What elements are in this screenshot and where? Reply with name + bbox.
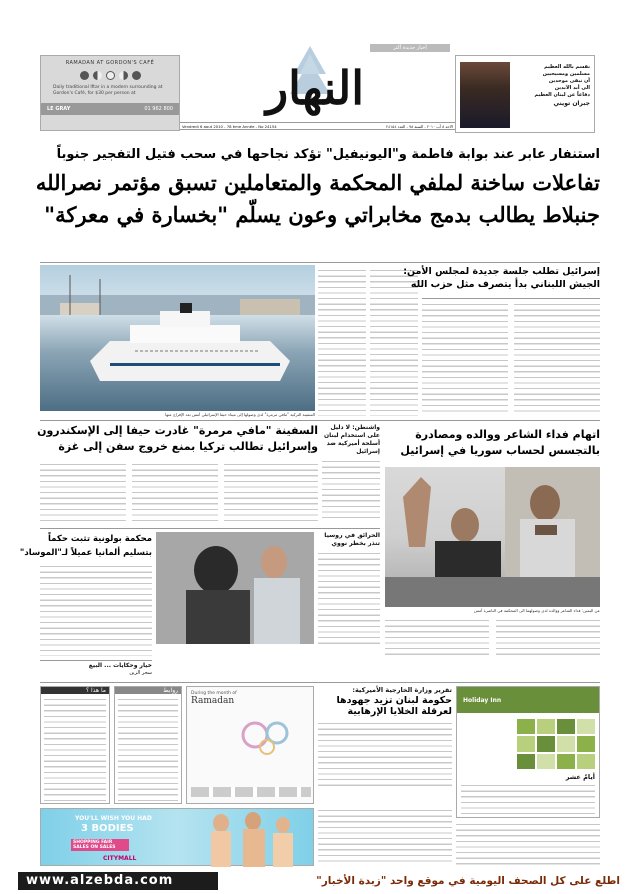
israel-headline-2: الجيش اللبناني بدأ يتصرف مثل حزب الله: [410, 279, 600, 290]
ad-body: Daily traditional Iftar in a modern surrounding at Gordon's Café, for $30 per person at: [53, 85, 163, 96]
body-column: [118, 697, 178, 801]
prisoner-caption: [156, 645, 314, 650]
citymall-ad[interactable]: [40, 808, 314, 866]
column-box[interactable]: [455, 55, 595, 133]
column-line: نقسم بالله العظيم: [544, 64, 590, 70]
holiday-inn-box[interactable]: [456, 686, 600, 818]
washington-headline: واشنطن: لا دليل على استخدام لبنان أسلحة أميركية ضد إسرائيل: [324, 424, 380, 455]
ramadan-ad[interactable]: [186, 686, 314, 804]
small-column[interactable]: [40, 660, 152, 680]
ramadan-ad-sub: During the month of: [191, 691, 237, 696]
ramadan-ad-title: Ramadan: [191, 696, 235, 706]
father-headline-1[interactable]: اتهام فداء الشاعر ووالده ومصادرة: [415, 428, 600, 441]
body-column: [40, 564, 152, 656]
usa-kicker: تقرير وزارة الخارجية الأميركية:: [352, 686, 452, 694]
ad-top-left[interactable]: [40, 55, 180, 131]
body-column: [422, 302, 508, 414]
author-photo: [460, 62, 510, 128]
column-line: الى أبد الآبدين: [554, 85, 590, 91]
column-line: مسلمين ومسيحيين: [542, 71, 590, 77]
body-column: [514, 302, 600, 414]
body-column: [322, 459, 380, 519]
citymall-tag: SHOPPING FAIR SALES ON SALES: [71, 839, 129, 851]
ship-headline-2[interactable]: وإسرائيل تطالب تركيا بمنع خروج سفن إلى غزة: [58, 440, 318, 453]
citymall-brand: CITYMALL: [103, 855, 137, 862]
body-column: [318, 808, 452, 866]
small-column-author: سحر الزين: [129, 670, 152, 676]
column-author: جبران تويني: [553, 100, 590, 107]
ship-caption: السفينة التركية "مافي مرمرة" لدى وصولها إلى ميناء حيفا الإسرائيلي أمس بعد الإفراج عنها: [165, 412, 315, 417]
ma-hadha-box[interactable]: [40, 686, 110, 804]
kicker-headline[interactable]: استنفار عابر عند بوابة فاطمة و"اليونيفيل" تؤكد نجاحها في سحب فتيل التفجير جنوباً: [56, 147, 600, 162]
body-column: [318, 721, 452, 787]
bottom-right-title: أيامٌ عشر: [565, 773, 595, 781]
body-column: [461, 783, 595, 815]
footer-site[interactable]: www.alzebda.com: [18, 872, 218, 890]
body-column: [456, 822, 600, 866]
holiday-inn-label: Holiday Inn: [463, 696, 502, 704]
prisoner-photo: [156, 532, 314, 644]
russia-headline: الحرائق في روسيا تنذر بخطر نووي: [324, 532, 380, 547]
usa-headline-2: لعرقلة الخلايا الإرهابية: [347, 706, 452, 717]
father-headline-2[interactable]: بالتجسس لحساب سوريا في إسرائيل: [400, 444, 600, 457]
body-column: [370, 268, 418, 416]
holiday-inn-banner: [457, 687, 599, 713]
ad-title: RAMADAN AT GORDON'S CAFÉ: [65, 60, 155, 66]
top-tag: أخبار جديدة أكثر: [370, 44, 450, 52]
column-line: أن نبقى موحدين: [548, 78, 590, 84]
dateline-bar: [180, 122, 455, 130]
body-column: [44, 697, 106, 801]
usa-story[interactable]: [318, 686, 452, 804]
ship-photo: [40, 265, 315, 411]
israel-headline-1: إسرائيل تطلب جلسة جديدة لمجلس الأمن:: [403, 266, 600, 277]
main-headline-1[interactable]: تفاعلات ساخنة لملفي المحكمة والمتعاملين تسبق مؤتمر نصرالله: [35, 170, 600, 195]
main-headline-2[interactable]: جنبلاط يطالب بدمج مخابراتي وعون يسلّم "بخسارة في معركة": [44, 202, 600, 227]
body-column: [318, 268, 366, 416]
rawabet-box[interactable]: [114, 686, 182, 804]
dateline-en: Vendredi 6 aout 2010 - 78 ème Année - No 24154: [182, 123, 277, 129]
body-column: [318, 551, 380, 645]
usa-headline-1: حكومة لبنان تزيد جهودها: [336, 695, 452, 706]
poland-headline-1[interactable]: محكمة بولونية تثبت حكماً: [47, 534, 152, 544]
citymall-line1: YOU'LL WISH YOU HAD: [75, 815, 152, 822]
column-line: دفاعاً عن لبنان العظيم: [534, 92, 590, 98]
russia-story[interactable]: [318, 532, 380, 656]
ship-headline-1[interactable]: السفينة "مافي مرمرة" غادرت حيفا إلى الإسكندرون: [37, 424, 318, 437]
body-column: [40, 462, 126, 524]
citymall-line2: 3 BODIES: [81, 823, 134, 834]
body-column: [224, 462, 318, 524]
court-caption: عن اليمين: فداء الشاعر ووالده لدى وصولهما الى المحكمة في الناصرة أمس: [473, 608, 600, 613]
poland-headline-2[interactable]: بتسليم ألمانيا عميلاً لـ"الموساد": [19, 548, 152, 558]
footer-promo[interactable]: اطلع على كل الصحف اليومية في موقع واحد "زبدة الأخبار": [316, 875, 620, 887]
body-column: [132, 462, 218, 524]
ad-phone: 01 962 800: [144, 106, 173, 112]
moon-phases-icon: [41, 71, 179, 80]
ma-hadha-label: ما هذا ؟: [41, 687, 109, 694]
small-column-title: خيار وحكايات ... البيع: [88, 662, 152, 669]
models-image: [191, 811, 301, 867]
washington-story[interactable]: [322, 424, 380, 524]
body-column: [496, 618, 600, 658]
rawabet-label: روابط: [115, 687, 181, 694]
body-column: [385, 618, 489, 658]
dateline-ar: الاحد ٨ آب ٢٠١٠ - السنة ٧٨ - العدد ٢٤١٥٤: [386, 123, 453, 129]
israel-story[interactable]: [403, 266, 600, 416]
court-photo: [385, 467, 600, 607]
tiles-icon: [517, 719, 595, 769]
ad-brand: LE GRAY: [47, 106, 71, 112]
ornament-icon: [237, 713, 297, 759]
nameplate: النهار: [265, 61, 365, 115]
